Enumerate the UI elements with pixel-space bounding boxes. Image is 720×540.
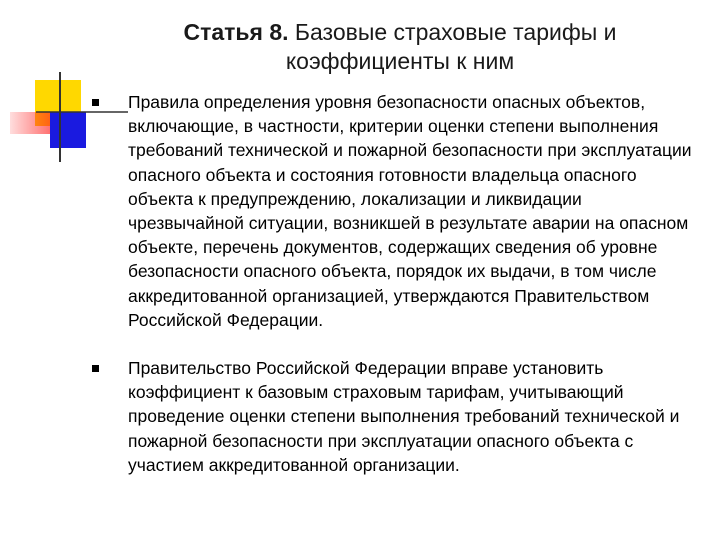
- title-bold: Статья 8.: [183, 19, 289, 45]
- bullet-item: [92, 90, 702, 332]
- title-text: Базовые страховые тарифы и коэффициенты к ним: [285, 19, 617, 74]
- square-bullet-icon: [92, 365, 99, 372]
- bullet-list: [92, 90, 702, 477]
- bullet-text: Правила определения уровня безопасности опасных объектов, включающие, в частности, критерии оценки степени выполнения требований технической и пожарной безопасности при эксплуатации опасного объекта и состояния готовности владельца опасного объекта к предупреждению, локализации и ликвидации чрезвычайной ситуации, возникшей в результате аварии на опасном объекте, перечень документов, содержащих сведения об уровне безопасности опасного объекта, порядок их выдачи, в том числе аккредитованной организацией, утверждаются Правительством Российской Федерации.: [128, 92, 692, 330]
- slide-title: [150, 18, 650, 76]
- bullet-text: Правительство Российской Федерации вправе установить коэффициент к базовым страховым тарифам, учитывающий проведение оценки степени выполнения требований технической и пожарной безопасности при эксплуатации опасного объекта с участием аккредитованной организации.: [128, 358, 680, 475]
- blue-square: [50, 112, 86, 148]
- square-bullet-icon: [92, 99, 99, 106]
- bullet-item: [92, 356, 702, 477]
